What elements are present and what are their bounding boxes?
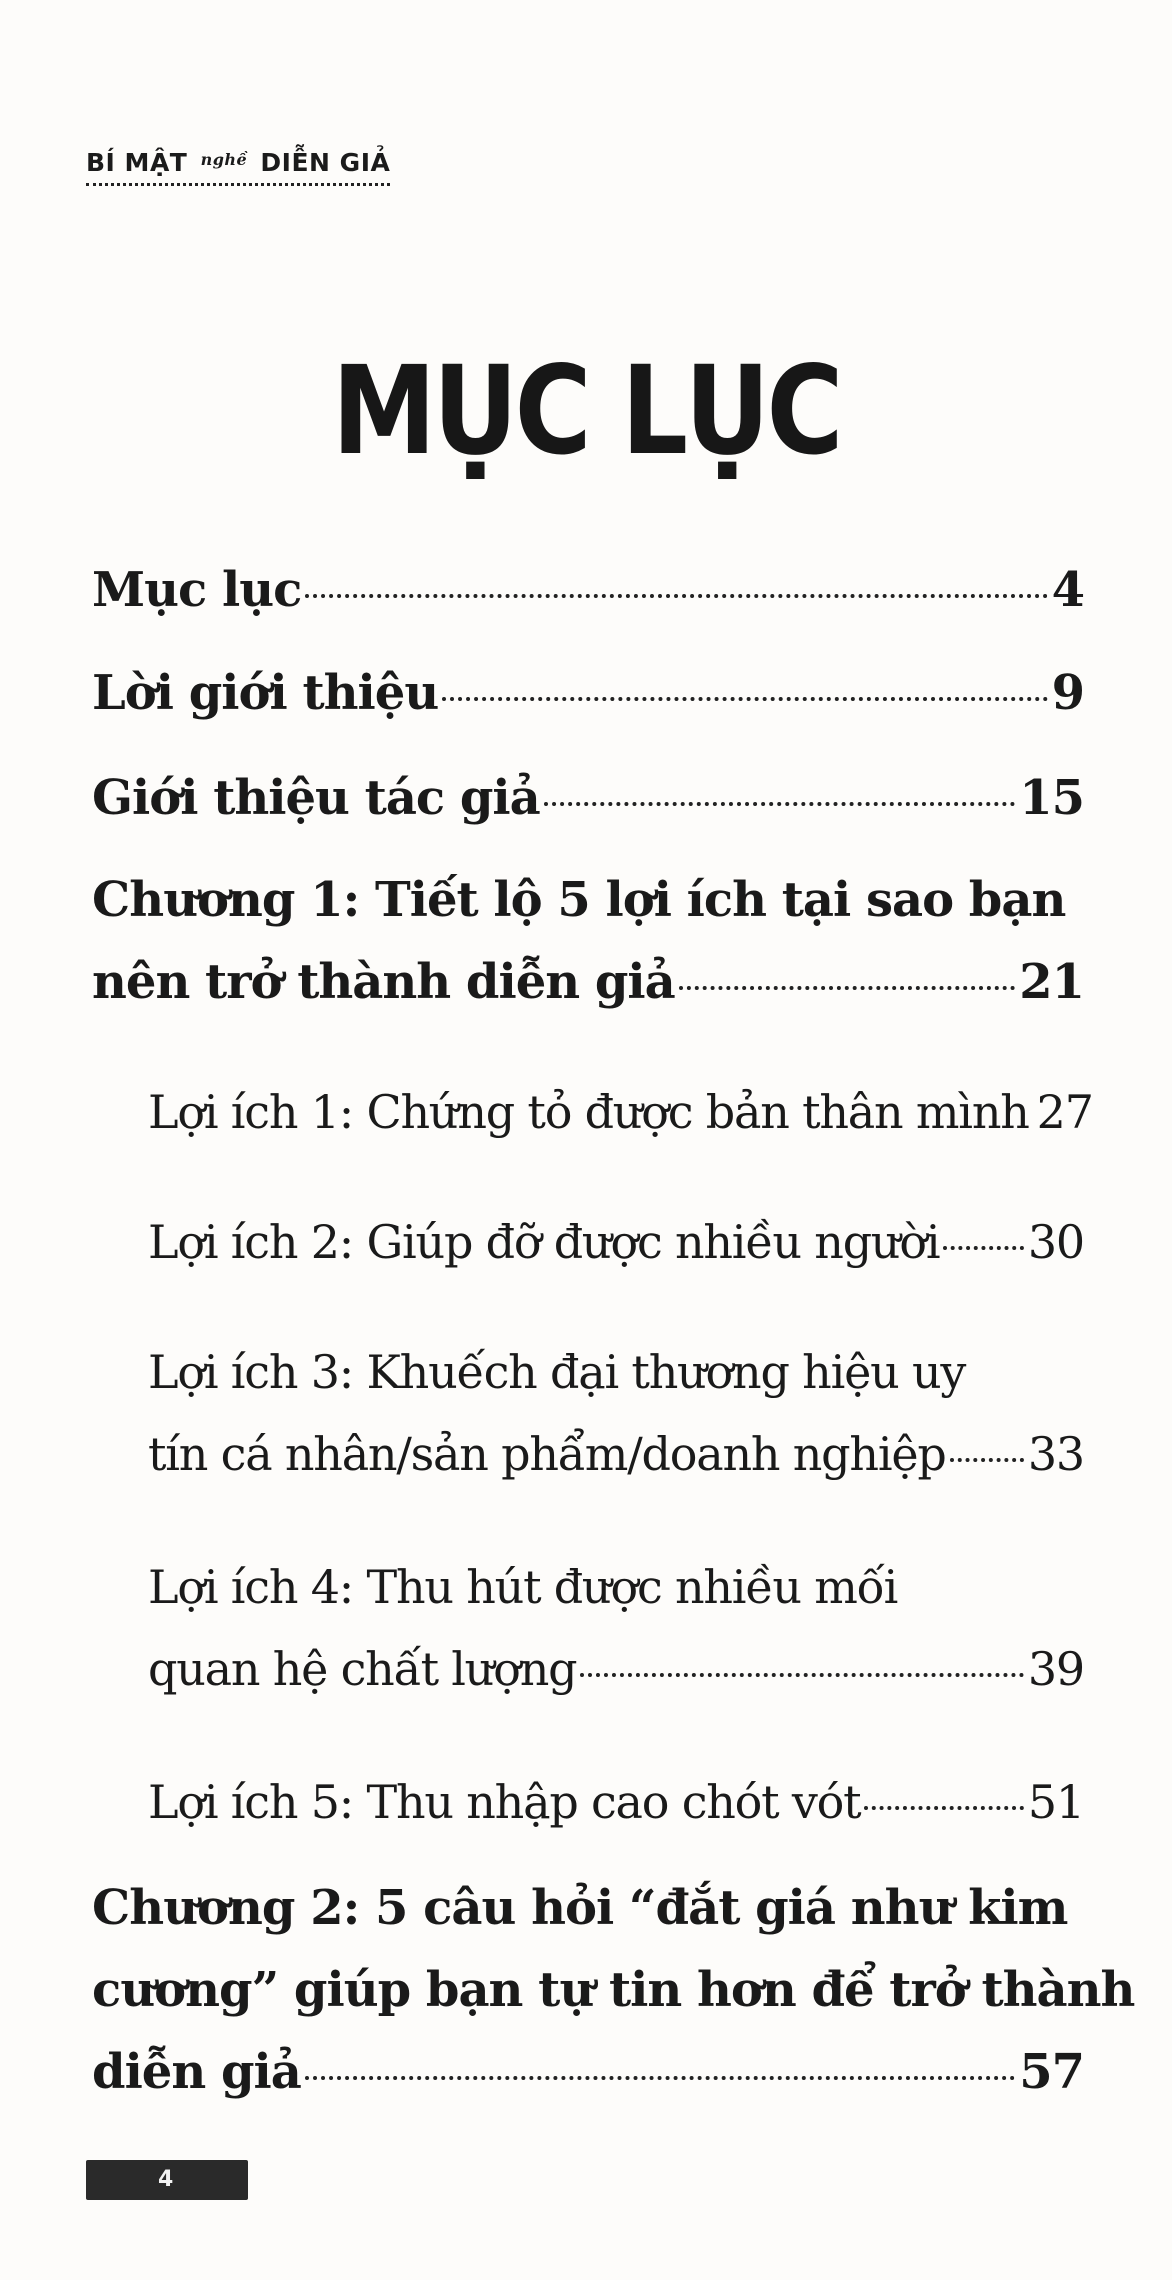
toc-page-number: 57 <box>1019 2044 1084 2100</box>
toc-entry-text: Chương 2: 5 câu hỏi “đắt giá như kim <box>92 1880 1068 1936</box>
toc-page-number: 27 <box>1036 1085 1093 1139</box>
toc-entry-text: Lợi ích 1: Chứng tỏ được bản thân mình <box>148 1085 1029 1139</box>
toc-entry[interactable] <box>92 562 1084 644</box>
toc-entry-line <box>148 1642 1084 1724</box>
toc-entry-text: cương” giúp bạn tự tin hơn để trở thành <box>92 1962 1135 2018</box>
toc-entry[interactable] <box>148 1560 1084 1724</box>
header-book-title-part2: DIỄN GIẢ <box>260 148 391 177</box>
toc-entry-line <box>92 872 1084 954</box>
page-number-badge: 4 <box>86 2160 248 2200</box>
toc-dot-leader <box>544 802 1015 806</box>
toc-entry-text: nên trở thành diễn giả <box>92 954 675 1010</box>
toc-entry-line <box>148 1345 1084 1427</box>
toc-dot-leader <box>679 986 1015 990</box>
toc-entry-line <box>92 1962 1135 2044</box>
toc-entry-line <box>148 1085 1093 1167</box>
toc-page-number: 15 <box>1019 770 1084 826</box>
toc-entry-line <box>92 770 1084 852</box>
toc-entry-line <box>148 1775 1084 1857</box>
toc-page-number: 4 <box>1051 562 1084 618</box>
toc-entry-text: Lợi ích 5: Thu nhập cao chót vót <box>148 1775 861 1829</box>
toc-entry-text: Lời giới thiệu <box>92 665 439 721</box>
toc-dot-leader <box>305 594 1047 598</box>
toc-page-number: 30 <box>1027 1215 1084 1269</box>
toc-page-number: 51 <box>1027 1775 1084 1829</box>
toc-entry[interactable] <box>148 1215 1084 1297</box>
toc-dot-leader <box>580 1673 1023 1677</box>
toc-entry[interactable] <box>92 770 1084 852</box>
toc-entry-text: diễn giả <box>92 2044 301 2100</box>
toc-entry[interactable] <box>92 665 1084 747</box>
toc-entry-text: Giới thiệu tác giả <box>92 770 540 826</box>
toc-page-number: 9 <box>1051 665 1084 721</box>
toc-dot-leader <box>950 1458 1024 1462</box>
toc-entry-text: Lợi ích 4: Thu hút được nhiều mối <box>148 1560 898 1614</box>
toc-entry[interactable] <box>148 1345 1084 1509</box>
toc-entry[interactable] <box>148 1775 1084 1857</box>
toc-entry[interactable] <box>92 1880 1135 2126</box>
toc-entry-line <box>92 2044 1084 2126</box>
toc-entry-line <box>92 954 1084 1036</box>
toc-entry-text: Lợi ích 3: Khuếch đại thương hiệu uy <box>148 1345 966 1399</box>
toc-entry-text: Lợi ích 2: Giúp đỡ được nhiều người <box>148 1215 940 1269</box>
toc-entry-line <box>92 1880 1084 1962</box>
toc-dot-leader <box>943 1246 1023 1250</box>
toc-page-number: 39 <box>1027 1642 1084 1696</box>
toc-entry-text: Chương 1: Tiết lộ 5 lợi ích tại sao bạn <box>92 872 1066 928</box>
running-header <box>86 148 390 186</box>
toc-entry-line <box>92 665 1084 747</box>
toc-entry[interactable] <box>92 872 1084 1036</box>
toc-entry-text: tín cá nhân/sản phẩm/doanh nghiệp <box>148 1427 946 1481</box>
toc-dot-leader <box>305 2076 1015 2080</box>
toc-entry-line <box>148 1560 1084 1642</box>
toc-dot-leader <box>442 697 1047 701</box>
toc-entry-line <box>148 1427 1084 1509</box>
toc-page-number: 21 <box>1019 954 1084 1010</box>
toc-dot-leader <box>864 1806 1023 1810</box>
header-book-title-part1: BÍ MẬT <box>86 148 188 177</box>
toc-entry-line <box>148 1215 1084 1297</box>
page-title: MỤC LỤC <box>331 340 841 482</box>
toc-entry[interactable] <box>148 1085 1093 1167</box>
toc-entry-line <box>92 562 1084 644</box>
toc-entry-text: Mục lục <box>92 562 302 618</box>
toc-page-number: 33 <box>1027 1427 1084 1481</box>
header-script-word: nghề <box>200 150 248 169</box>
toc-entry-text: quan hệ chất lượng <box>148 1642 577 1696</box>
